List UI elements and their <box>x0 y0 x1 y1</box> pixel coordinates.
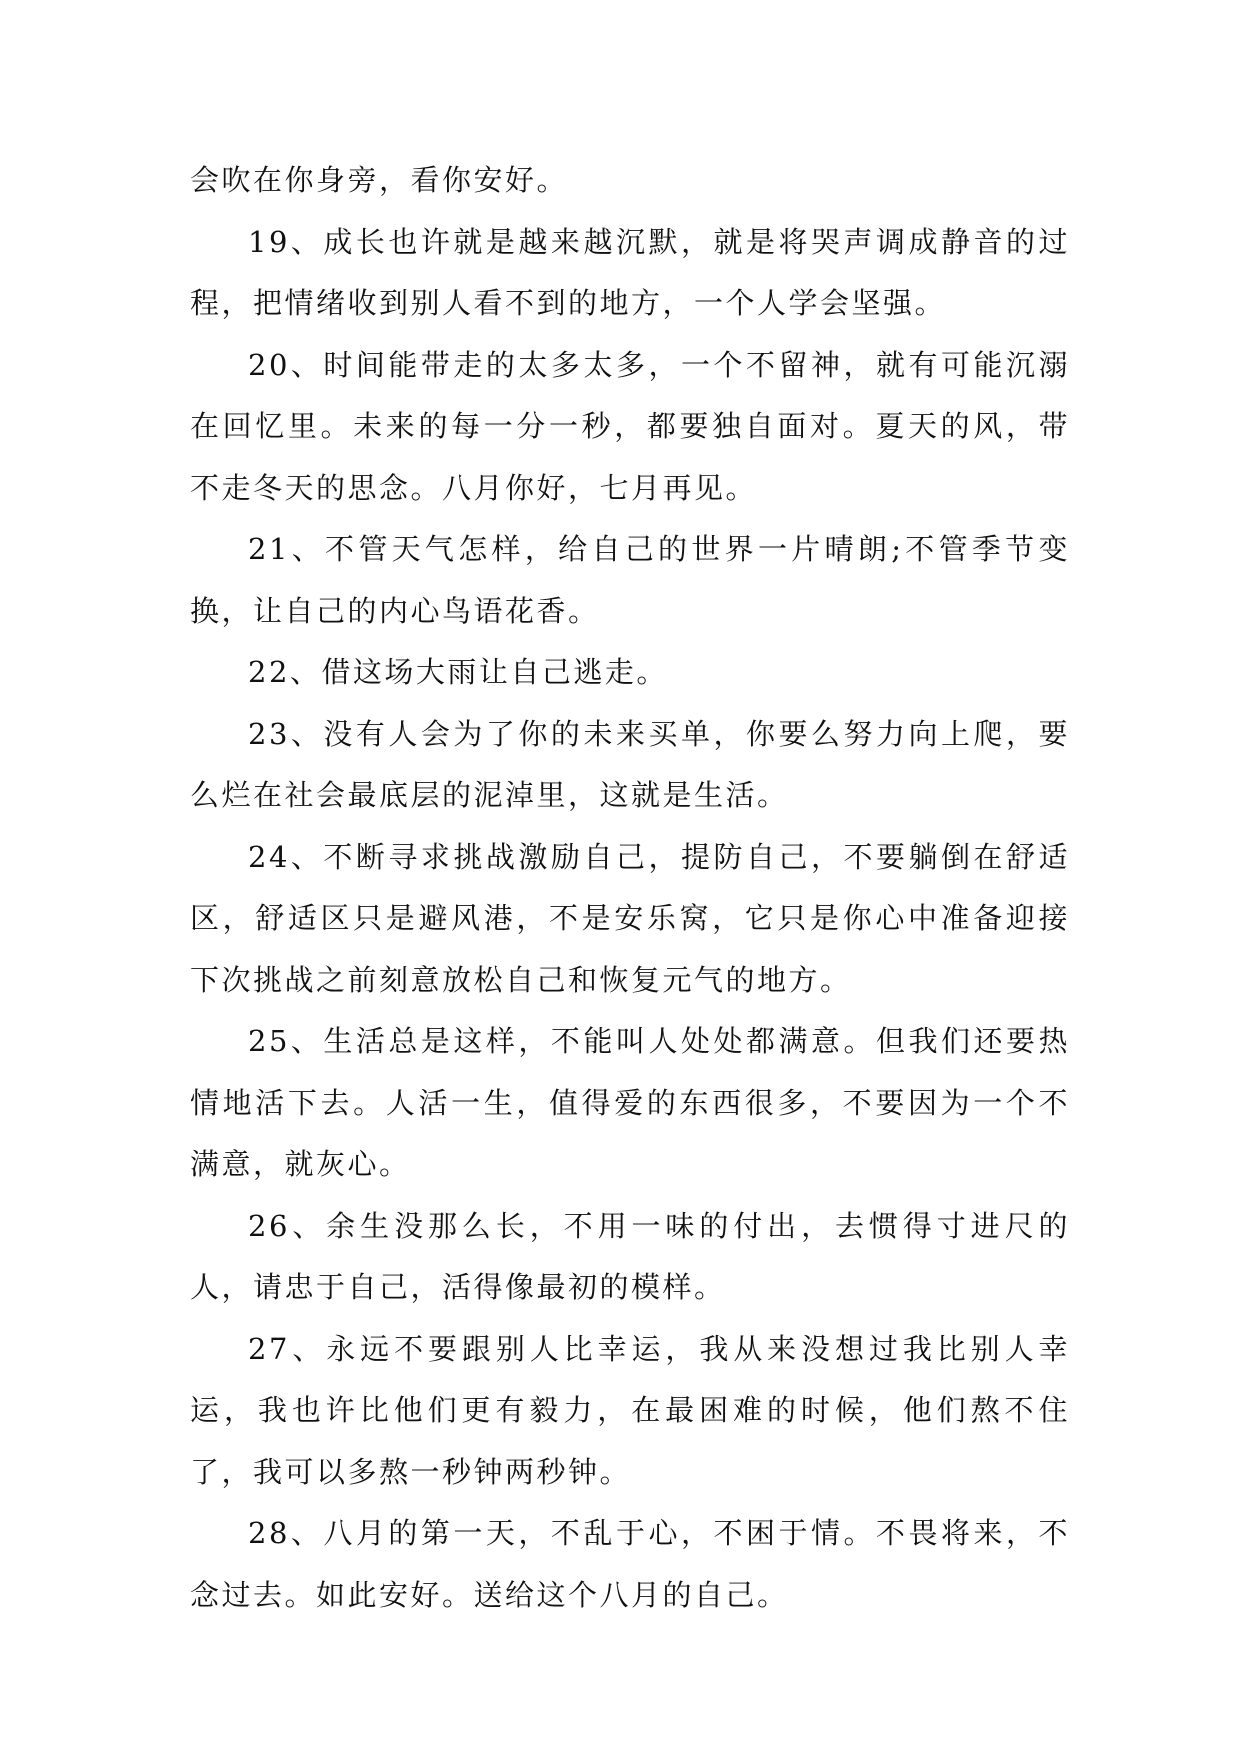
document-body <box>190 150 1070 1626</box>
paragraph-continuation: 会吹在你身旁，看你安好。 <box>190 163 569 197</box>
paragraph-22: 22、借这场大雨让自己逃走。 <box>248 655 668 689</box>
paragraph-28: 28、八月的第一天，不乱于心，不困于情。不畏将来，不念过去。如此安好。送给这个八月的自己。 <box>190 1516 1070 1612</box>
paragraph-26: 26、余生没那么长，不用一味的付出，去惯得寸进尺的人，请忠于自己，活得像最初的模样。 <box>190 1208 1070 1304</box>
paragraph-27: 27、永远不要跟别人比幸运，我从来没想过我比别人幸运，我也许比他们更有毅力，在最困难的时候，他们熬不住了，我可以多熬一秒钟两秒钟。 <box>190 1331 1070 1489</box>
paragraph-20: 20、时间能带走的太多太多，一个不留神，就有可能沉溺在回忆里。未来的每一分一秒，都要独自面对。夏天的风，带不走冬天的思念。八月你好，七月再见。 <box>190 347 1070 505</box>
paragraph-21: 21、不管天气怎样，给自己的世界一片晴朗;不管季节变换，让自己的内心鸟语花香。 <box>190 532 1070 628</box>
paragraph-24: 24、不断寻求挑战激励自己，提防自己，不要躺倒在舒适区，舒适区只是避风港，不是安乐窝，它只是你心中准备迎接下次挑战之前刻意放松自己和恢复元气的地方。 <box>190 839 1070 997</box>
paragraph-23: 23、没有人会为了你的未来买单，你要么努力向上爬，要么烂在社会最底层的泥淖里，这就是生活。 <box>190 716 1070 812</box>
paragraph-19: 19、成长也许就是越来越沉默，就是将哭声调成静音的过程，把情绪收到别人看不到的地方，一个人学会坚强。 <box>190 224 1070 320</box>
paragraph-25: 25、生活总是这样，不能叫人处处都满意。但我们还要热情地活下去。人活一生，值得爱的东西很多，不要因为一个不满意，就灰心。 <box>190 1024 1070 1181</box>
